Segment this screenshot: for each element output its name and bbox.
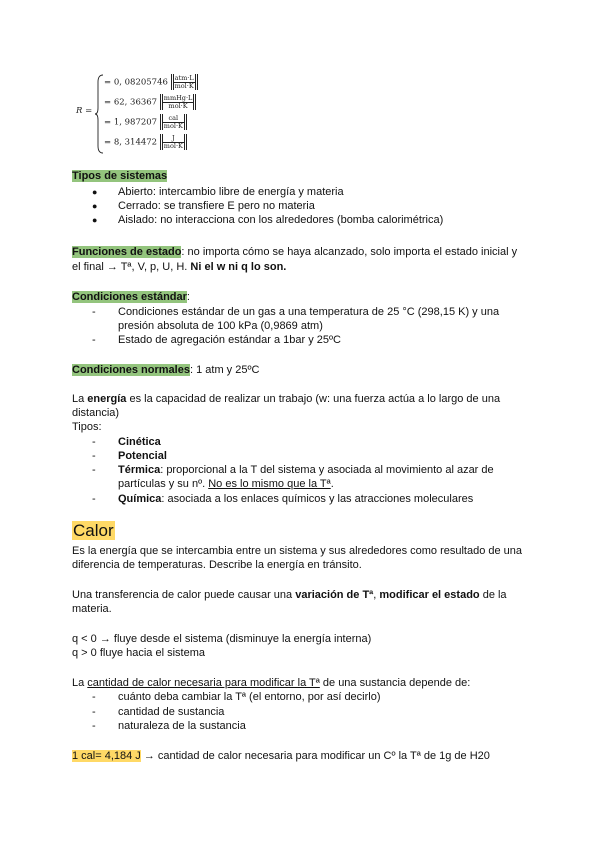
q-negative-line: q < 0 → fluye desde el sistema (disminuye la energía interna) — [72, 633, 372, 645]
dash-icon: - — [92, 450, 96, 462]
unit-fraction: $\frac{\text{cal}}{\text{mol·K}}$ — [163, 113, 183, 130]
list-item-text: Condiciones estándar de un gas a una temperatura de 25 °C (298,15 K) y una — [118, 306, 500, 318]
dash-icon: - — [92, 493, 96, 505]
list-item-text: naturaleza de la sustancia — [118, 720, 246, 732]
formula-lhs: R = — [76, 106, 93, 116]
energia-tipos-label: Tipos: — [72, 421, 102, 433]
list-item-text: Cinética — [118, 436, 161, 448]
unit-fraction: $\frac{\text{atm·L}}{\text{mol·K}}$ — [174, 73, 194, 90]
list-item-text: Cerrado: se transfiere E pero no materia — [118, 200, 315, 212]
formula-value: = 0, 08205746 — [104, 77, 168, 88]
funciones-bold: Ni el w ni q lo son. — [190, 261, 287, 273]
list-item-text: cuánto deba cambiar la Tª (el entorno, por así decirlo) — [118, 691, 381, 703]
dash-icon: - — [92, 306, 96, 318]
formula-row-4 — [104, 134, 187, 150]
estandar-heading-line — [72, 290, 190, 304]
bullet-icon: ● — [92, 187, 98, 197]
estandar-heading: Condiciones estándar — [72, 291, 187, 303]
list-item-text: Química: asociada a los enlaces químicos y las atracciones moleculares — [118, 493, 474, 505]
bullet-icon: ● — [92, 201, 98, 211]
unit-fraction: $\frac{J}{\text{mol·K}}$ — [163, 133, 183, 150]
calor-title-wrap — [72, 521, 115, 541]
q-positive-line: q > 0 fluye hacia el sistema — [72, 647, 205, 659]
funciones-line-1 — [72, 245, 517, 259]
energia-line-2: distancia) — [72, 407, 120, 419]
list-item-text: Potencial — [118, 450, 167, 462]
bracket-icon — [195, 74, 198, 90]
list-item-text: Estado de agregación estándar a 1bar y 25ºC — [118, 334, 341, 346]
gas-constant-formula — [72, 72, 232, 156]
formula-value: = 8, 314472 — [104, 137, 158, 148]
funciones-text: : no importa cómo se haya alcanzado, solo importa el estado inicial y — [181, 246, 518, 258]
calor-p2-line-1: Una transferencia de calor puede causar una variación de Tª, modificar el estado de la — [72, 589, 507, 601]
formula-value: = 62, 36367 — [104, 97, 158, 108]
energia-line-1: La energía es la capacidad de realizar un trabajo (w: una fuerza actúa a lo largo de una — [72, 393, 501, 405]
calor-title: Calor — [73, 521, 114, 540]
bullet-icon: ● — [92, 215, 98, 225]
bracket-icon — [184, 114, 187, 130]
bracket-icon — [193, 94, 196, 110]
normales-text: : 1 atm y 25ºC — [189, 364, 260, 376]
list-item-text: partículas y su nº. No es lo mismo que la Tª. — [118, 478, 334, 490]
caloria-text: → cantidad de calor necesaria para modificar un Cº la Tª de 1g de H20 — [140, 750, 490, 762]
formula-row-1 — [104, 74, 198, 90]
formula-row-2 — [104, 94, 196, 110]
normales-heading: Condiciones normales — [72, 364, 190, 376]
funciones-text: el final → Tª, V, p, U, H. — [72, 261, 191, 273]
estandar-colon: : — [186, 291, 190, 303]
left-brace-icon — [94, 74, 104, 154]
funciones-heading: Funciones de estado — [72, 246, 182, 258]
normales-line — [72, 363, 259, 377]
dash-icon: - — [92, 464, 96, 476]
list-item-text: Abierto: intercambio libre de energía y materia — [118, 186, 344, 198]
formula-value: = 1, 987207 — [104, 117, 158, 128]
dash-icon: - — [92, 334, 96, 346]
dash-icon: - — [92, 720, 96, 732]
list-item-text: Térmica: proporcional a la T del sistema y asociada al movimiento al azar de — [118, 464, 494, 476]
tipos-heading-line — [72, 169, 167, 183]
caloria-definition-line — [72, 749, 490, 763]
caloria-highlight: 1 cal= 4,184 J — [72, 750, 141, 762]
calor-p1-line-1: Es la energía que se intercambia entre un sistema y sus alrededores como resultado de una — [72, 545, 523, 557]
unit-fraction: $\frac{\text{mmHg·L}}{\text{mol·K}}$ — [163, 93, 193, 110]
list-item-text: Aislado: no interacciona con los alrededores (bomba calorimétrica) — [118, 214, 444, 226]
list-item-text: presión absoluta de 100 kPa (0,9869 atm) — [118, 320, 323, 332]
dash-icon: - — [92, 691, 96, 703]
tipos-heading: Tipos de sistemas — [72, 170, 168, 182]
dash-icon: - — [92, 706, 96, 718]
formula-row-3 — [104, 114, 187, 130]
calor-p2-line-2: materia. — [72, 603, 112, 615]
funciones-line-2 — [72, 260, 286, 274]
calor-p1-line-2: diferencia de temperaturas. Describe la energía en tránsito. — [72, 559, 362, 571]
list-item-text: cantidad de sustancia — [118, 706, 225, 718]
calor-p3-line: La cantidad de calor necesaria para modificar la Tª de una sustancia depende de: — [72, 677, 471, 689]
energia-bold: energía — [87, 393, 127, 405]
bracket-icon — [184, 134, 187, 150]
dash-icon: - — [92, 436, 96, 448]
